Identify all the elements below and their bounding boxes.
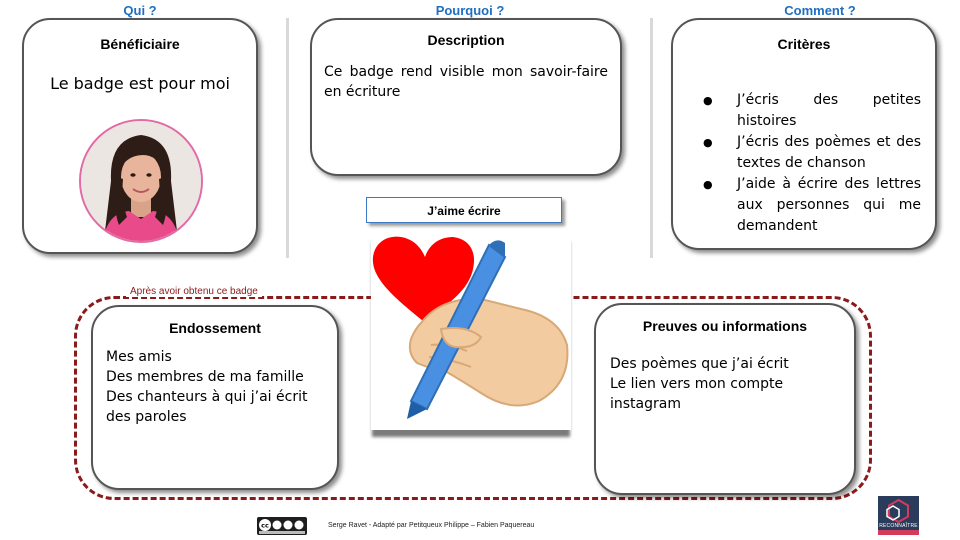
criteres-card	[671, 18, 937, 250]
badge-image	[371, 233, 571, 430]
hexagon-logo-icon	[878, 496, 919, 535]
criteres-list	[703, 90, 921, 237]
column-heading-qui: Qui ?	[123, 3, 157, 18]
avatar-portrait-icon	[81, 121, 201, 241]
criteres-title: Critères	[777, 36, 831, 52]
endossement-line: Des membres de ma famille	[106, 369, 304, 385]
endossement-title: Endossement	[169, 320, 261, 336]
column-separator	[650, 18, 653, 258]
beneficiaire-text: Le badge est pour moi	[50, 74, 230, 93]
endossement-card	[91, 305, 339, 490]
preuves-card	[594, 303, 856, 495]
svg-text:cc: cc	[261, 521, 269, 530]
description-text: Ce badge rend visible mon savoir-faire en écriture	[324, 64, 608, 100]
list-item: ● J’écris des petites histoires	[703, 90, 921, 132]
column-separator	[286, 18, 289, 258]
footer-credit: Serge Ravet - Adapté par Petitqueux Philippe – Fabien Paquereau	[328, 522, 535, 529]
preuves-text	[610, 354, 842, 414]
preuves-line: Le lien vers mon compte instagram	[610, 376, 784, 412]
preuves-title: Preuves ou informations	[642, 318, 808, 334]
cc-by-nc-sa-icon	[257, 517, 307, 535]
heart-hand-pen-icon	[371, 233, 571, 430]
reconnaitre-logo	[878, 496, 919, 535]
list-item: ● J’aide à écrire des lettres aux personnes qui me demandent	[703, 174, 921, 237]
endossement-line: Mes amis	[106, 349, 172, 365]
column-heading-comment: Comment ?	[784, 3, 856, 18]
description-card	[310, 18, 622, 176]
beneficiaire-card	[22, 18, 258, 254]
badge-name-box	[366, 197, 562, 223]
logo-text: RECONNAÎTRE	[879, 523, 918, 529]
description-title: Description	[427, 32, 505, 48]
column-heading-pourquoi: Pourquoi ?	[435, 3, 505, 18]
avatar	[79, 119, 203, 243]
list-item: ● J’écris des poèmes et des textes de chanson	[703, 132, 921, 174]
preuves-line: Des poèmes que j’ai écrit	[610, 356, 789, 372]
endossement-line: Des chanteurs à qui j’ai écrit des paroles	[106, 389, 308, 425]
endossement-text	[106, 347, 323, 427]
badge-name: J’aime écrire	[427, 204, 501, 218]
apres-badge-label: Après avoir obtenu ce badge	[126, 286, 262, 297]
beneficiaire-title: Bénéficiaire	[100, 36, 180, 52]
